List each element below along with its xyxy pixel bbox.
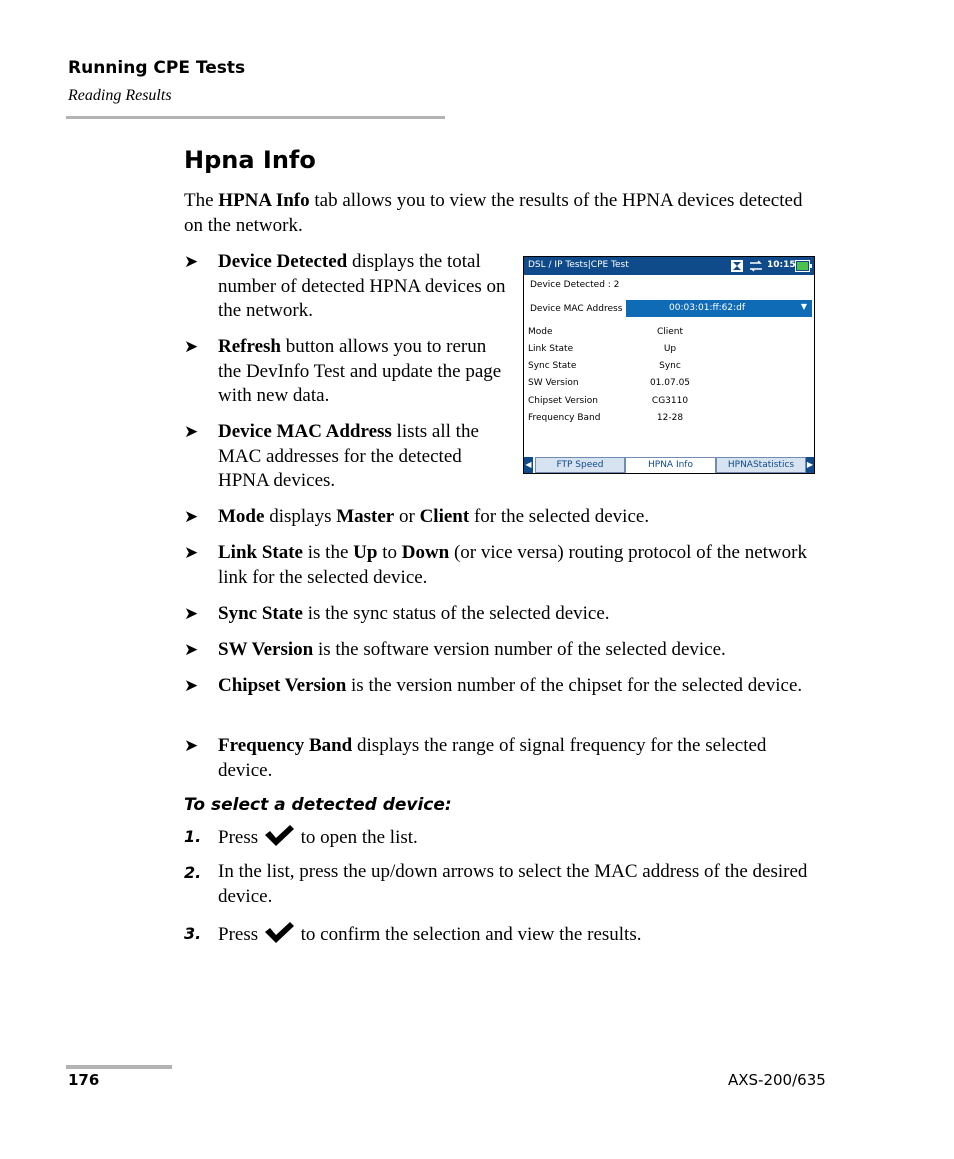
bullet-arrow-icon: ➤: [184, 543, 199, 562]
device-titlebar: [524, 257, 814, 275]
hourglass-icon: [730, 259, 744, 273]
battery-icon: [795, 260, 812, 272]
bullet-arrow-icon: ➤: [184, 736, 199, 755]
product-model: AXS-200/635: [728, 1071, 826, 1089]
bullet-device-detected: ➤ Device Detected displays the total number of detected HPNA devices on the network.: [184, 251, 506, 321]
bullet-mode: ➤ Mode displays Master or Client for the selected device.: [184, 505, 824, 530]
bullet-arrow-icon: ➤: [184, 337, 199, 356]
section-title: Hpna Info: [184, 146, 316, 174]
device-tabbar: [524, 457, 814, 473]
header-rule: [66, 116, 445, 119]
device-row-chipset-version: Chipset Version CG3110: [528, 396, 689, 406]
bullet-sync-state: ➤ Sync State is the sync status of the selected device.: [184, 602, 824, 627]
device-detected-count: Device Detected : 2: [530, 280, 620, 290]
bullet-arrow-icon: ➤: [184, 422, 199, 441]
procedure-step-1: 1. Press to open the list.: [184, 824, 824, 851]
tab-scroll-right-icon[interactable]: ▶: [806, 457, 814, 473]
device-row-link-state: Link State Up: [528, 344, 677, 354]
device-screen: [523, 256, 815, 474]
tab-scroll-left-icon[interactable]: ◀: [524, 457, 533, 473]
device-mac-label: Device MAC Address: [530, 304, 623, 314]
transfer-arrows-icon: [749, 260, 763, 272]
procedure-title: To select a detected device:: [184, 795, 452, 815]
intro-paragraph: [184, 189, 804, 238]
chevron-down-icon: ▼: [800, 302, 807, 311]
bullet-arrow-icon: ➤: [184, 507, 199, 526]
step-number: 1.: [184, 827, 202, 846]
bullet-sw-version: ➤ SW Version is the software version number of the selected device.: [184, 638, 824, 663]
bullet-arrow-icon: ➤: [184, 640, 199, 659]
chapter-title: Running CPE Tests: [68, 58, 246, 78]
bullet-frequency-band: ➤ Frequency Band displays the range of signal frequency for the selected device.: [184, 735, 767, 781]
tab-hpna-info[interactable]: HPNA Info: [625, 457, 716, 473]
procedure-step-3: 3. Press to confirm the selection and view the results.: [184, 921, 824, 948]
device-mac-value: 00:03:01:ff:62:df: [669, 303, 746, 313]
step-number: 3.: [184, 924, 202, 943]
step-number: 2.: [184, 863, 202, 882]
bullet-arrow-icon: ➤: [184, 252, 199, 271]
device-clock: 10:15: [767, 260, 796, 270]
bullet-link-state: ➤ Link State is the Up to Down (or vice versa) routing protocol of the network link for the selected device.: [184, 542, 807, 588]
device-row-mode: Mode Client: [528, 327, 684, 337]
bullet-refresh: ➤ Refresh button allows you to rerun the DevInfo Test and update the page with new data.: [184, 336, 502, 406]
device-title: DSL / IP Tests|CPE Test: [528, 260, 629, 270]
bullet-chipset-version: ➤ Chipset Version is the version number of the chipset for the selected device.: [184, 674, 824, 699]
bullet-arrow-icon: ➤: [184, 676, 199, 695]
device-row-sync-state: Sync State Sync: [528, 361, 681, 371]
section-subtitle: Reading Results: [68, 87, 172, 104]
checkmark-icon: [263, 824, 296, 848]
footer-rule: [66, 1065, 172, 1069]
procedure-step-2: 2. In the list, press the up/down arrows to select the MAC address of the desired device.: [184, 861, 808, 907]
bullet-device-mac: ➤ Device MAC Address lists all the MAC addresses for the detected HPNA devices.: [184, 421, 479, 491]
intro-post: tab allows you to view the results of the HPNA devices detected on the network.: [184, 190, 803, 236]
checkmark-icon: [263, 921, 296, 945]
device-mac-dropdown[interactable]: [626, 300, 812, 317]
device-row-sw-version: SW Version 01.07.05: [528, 378, 691, 388]
bullet-arrow-icon: ➤: [184, 604, 199, 623]
intro-pre: The: [184, 190, 219, 211]
intro-bold: HPNA Info: [218, 190, 310, 211]
tab-ftp-speed[interactable]: FTP Speed: [535, 457, 625, 473]
tab-hpna-statistics[interactable]: HPNAStatistics: [716, 457, 806, 473]
page-number: 176: [68, 1071, 100, 1089]
device-row-frequency-band: Frequency Band 12-28: [528, 413, 684, 423]
